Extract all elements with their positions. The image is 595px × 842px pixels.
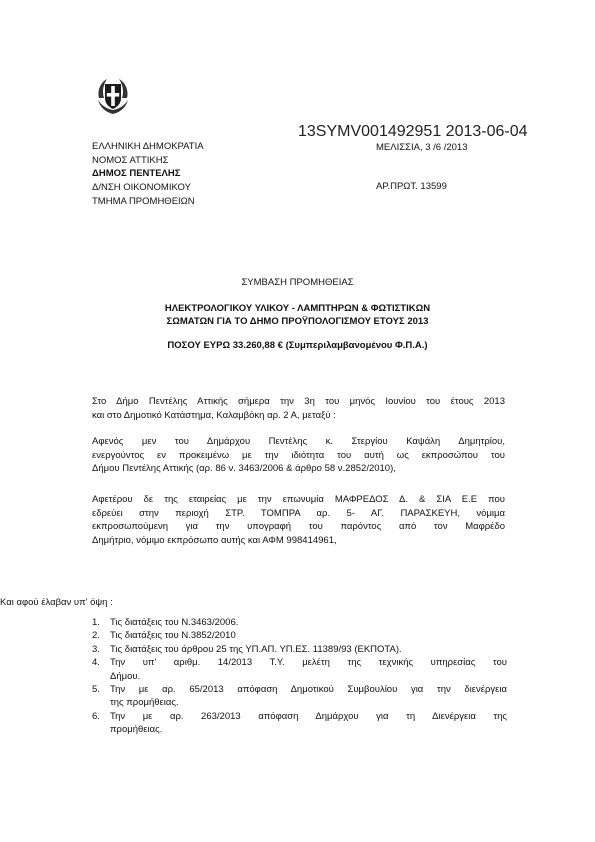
second-party-line: εκπροσωπούμενη για την υπογραφή του παρόντος από τον Μαφρέδο [92,521,505,533]
protocol-number: ΑΡ.ΠΡΩΤ. 13599 [376,181,447,192]
place-date: ΜΕΛΙΣΣΙΑ, 3 /6 /2013 [376,142,468,153]
provisions-list [92,616,507,737]
list-item-number: 1. [92,617,100,628]
ada-stamp: 13SYMV001492951 2013-06-04 [298,123,528,140]
first-party-line: Δήμου Πεντέλης Αττικής (αρ. 86 ν. 3463/2006 & άρθρο 58 ν.2852/2010), [92,463,396,475]
list-item-number: 6. [92,710,100,722]
municipality-label: ΔΗΜΟΣ ΠΕΝΤΕΛΗΣ [92,168,181,180]
list-item-text: προμήθειας. [110,724,163,736]
republic-label: ΕΛΛΗΝΙΚΗ ΔΗΜΟΚΡΑΤΙΑ [92,141,204,152]
issuer-block [92,140,204,209]
intro-paragraph [92,395,505,422]
list-item-text: Την υπ' αριθμ. 14/2013 Τ.Υ. μελέτη της τεχνικής υπηρεσίας του [110,657,507,669]
first-party-line: ενεργούντος εν προκειμένω με την ιδιότητα του αυτή ως εκπροσώπου του [92,449,505,461]
list-item [92,656,507,683]
first-party-line: Αφενός μεν του Δημάρχου Πεντέλης κ. Στεργίου Καψάλη Δημητρίου, [92,436,505,447]
list-item-text: Τις διατάξεις του Ν.3463/2006. [110,617,239,628]
department-label: ΤΜΗΜΑ ΠΡΟΜΗΘΕΙΩΝ [92,195,195,207]
contract-subject-line-1: ΗΛΕΚΤΡΟΛΟΓΙΚΟΥ ΥΛΙΚΟΥ - ΛΑΜΠΤΗΡΩΝ & ΦΩΤΙΣΤΙΚΩΝ [164,303,431,314]
intro-line: Στο Δήμο Πεντέλης Αττικής σήμερα την 3η του μηνός Ιουνίου του έτους 2013 [92,396,505,407]
directorate-label: Δ/ΝΣΗ ΟΙΚΟΝΟΜΙΚΟΥ [92,182,191,194]
second-party-line: εδρεύει στην περιοχή ΣΤΡ. ΤΟΜΠΡΑ αρ. 5- ΑΓ. ΠΑΡΑΣΚΕΥΗ, νόμιμα [92,507,505,519]
second-party-line: Αφετέρου δε της εταιρείας με την επωνυμία ΜΑΦΡΕΔΟΣ Δ. & ΣΙΑ Ε.Ε που [92,494,505,505]
list-item-text: Τις διατάξεις του Ν.3852/2010 [110,630,236,642]
list-item-text: της προμήθειας. [110,697,179,709]
list-item-number: 2. [92,630,100,642]
list-item-text: Την με αρ. 263/2013 απόφαση Δημάρχου για τη Διενέργεια της [110,710,507,722]
list-item [92,629,507,642]
second-party-line: Δημήτριο, νόμιμο εκπρόσωπο αυτής και ΑΦΜ 998414961, [92,535,337,547]
prefecture-label: ΝΟΜΟΣ ΑΤΤΙΚΗΣ [92,154,169,166]
intro-line: και στο Δημοτικό Κατάστημα, Καλαμβόκη αρ. 2 Α, μεταξύ : [92,409,336,421]
first-party-paragraph [92,435,505,476]
list-item-number: 5. [92,684,100,696]
list-item [92,683,507,710]
list-item [92,643,507,656]
contract-amount: ΠΟΣΟΥ ΕΥΡΩ 33.260,88 € (Συμπεριλαμβανομένου Φ.Π.Α.) [167,340,428,351]
list-item [92,710,507,737]
greek-coat-of-arms-icon [93,76,133,116]
list-item-text: Την με αρ. 65/2013 απόφαση Δημοτικού Συμβουλίου για την διενέργεια [110,684,507,696]
contract-subject-line-2: ΣΩΜΑΤΩΝ ΓΙΑ ΤΟ ΔΗΜΟ ΠΡΟΫΠΟΛΟΓΙΣΜΟΥ ΕΤΟΥΣ 2013 [166,316,429,327]
considering-heading: Και αφού έλαβαν υπ' όψη : [0,597,113,608]
contract-title: ΣΥΜΒΑΣΗ ΠΡΟΜΗΘΕΙΑΣ [241,277,354,288]
list-item-number: 3. [92,643,100,655]
second-party-paragraph [92,493,505,548]
list-item-number: 4. [92,657,100,669]
list-item [92,616,507,629]
list-item-text: Τις διατάξεις του άρθρου 25 της ΥΠ.ΑΠ. ΥΠ.ΕΣ. 11389/93 (ΕΚΠΟΤΑ). [110,643,402,655]
list-item-text: Δήμου. [110,670,141,682]
